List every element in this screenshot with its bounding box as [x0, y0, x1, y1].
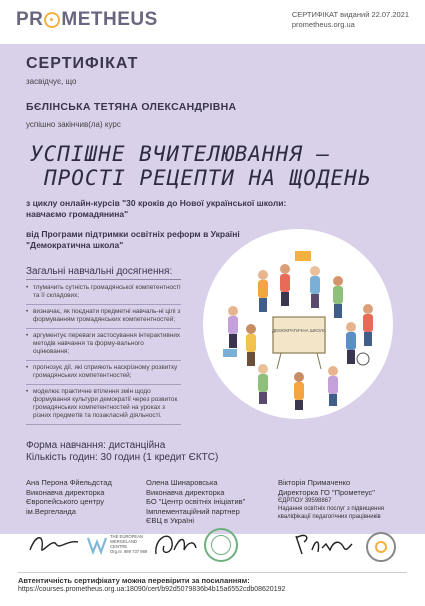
signature-wergeland-icon: [26, 528, 82, 560]
board-label: ДЕМОКРАТИЧНА ШКОЛА: [272, 328, 326, 333]
signer-name: Вікторія Примаченко: [278, 478, 351, 487]
signer-wergeland: [26, 478, 112, 516]
logo-text-start: PR: [16, 9, 44, 30]
verify-text: Автентичність сертифікату можна перевірити за посиланням:: [18, 576, 250, 585]
partner-logo-line4: Org.nr. 989 737 989: [110, 549, 148, 554]
recipient-name: БЄЛІНСЬКА ТЕТЯНА ОЛЕКСАНДРІВНА: [26, 101, 237, 113]
program-line2: "Демократична школа": [26, 239, 124, 250]
school-board: [273, 317, 325, 353]
certifies-text: засвідчує, що: [26, 77, 77, 86]
people-illustration: [203, 229, 393, 419]
achievement-item: • визначає, як поєднати предметні навчаль-ні цілі з формуванням громадянських компетентностей;: [26, 305, 181, 329]
partner-logo-line1: THE EUROPEAN: [110, 534, 144, 539]
program-line1: від Програми підтримки освітніх реформ в Україні: [26, 229, 240, 239]
person-figure: [346, 322, 356, 364]
study-hours: Кількість годин: 30 годин (1 кредит ЄКТС): [26, 452, 219, 463]
signer-code: ЄДРПОУ 39598867: [278, 498, 332, 504]
course-title-line1: УСПІШНЕ ВЧИТЕЛЮВАННЯ –: [30, 142, 331, 166]
header: [0, 0, 425, 44]
person-figure: [363, 304, 373, 346]
signer-title: Виконавча директорка: [146, 487, 225, 497]
logo-text-end: METHEUS: [61, 9, 158, 30]
person-figure: [246, 324, 256, 366]
signer-name: Ана Перона Фйельдстад: [26, 478, 112, 487]
cycle-text: [26, 198, 286, 219]
person-figure: [258, 270, 268, 312]
issue-date: СЕРТИФІКАТ виданий 22.07.2021: [291, 10, 409, 19]
wheel-prop: [357, 353, 369, 365]
signer-org: Імплементаційний партнер: [146, 506, 240, 516]
person-figure: [280, 264, 290, 306]
achievements-divider: [26, 279, 181, 280]
table-prop: [223, 349, 237, 357]
cycle-line1: з циклу онлайн-курсів "30 кроків до Нової української школи:: [26, 198, 287, 208]
study-form: Форма навчання: дистанційна: [26, 440, 166, 451]
flag-prop: [295, 251, 311, 261]
achievement-item: • аргументує переваги застосування інтерактивних методів навчання та форму-вального оцінювання;: [26, 329, 181, 361]
program-text: [26, 229, 240, 250]
illustration-circle: [203, 229, 393, 419]
signer-ceo: [146, 478, 245, 526]
study-info: [26, 440, 218, 464]
signer-prometheus: [278, 478, 384, 521]
issue-info: [292, 10, 409, 30]
person-figure: [294, 372, 304, 410]
signer-org: БО "Центр освітніх ініціатив": [146, 497, 246, 506]
achievements-list: [26, 281, 181, 425]
person-figure: [328, 366, 338, 406]
course-title: [30, 142, 400, 190]
completed-text: успішно закінчив(ла) курс: [26, 120, 121, 129]
certificate-title: СЕРТИФІКАТ: [26, 55, 139, 72]
prometheus-stamp-icon: [366, 532, 396, 562]
wergeland-logo-icon: [86, 534, 108, 556]
prometheus-logo: [16, 9, 158, 31]
wergeland-centre-logo: [86, 530, 148, 560]
green-stamp-icon: [204, 528, 238, 562]
signature-ceo-icon: [150, 528, 200, 562]
verify-url[interactable]: https://courses.prometheus.org.ua:18090/cert/b92d5079836b4b15a6552cdb08620192: [18, 586, 286, 593]
signer-title: Директорка ГО "Прометеус": [278, 487, 375, 497]
signer-name: Олена Шинаровська: [146, 478, 218, 487]
signer-org: Європейського центру: [26, 497, 104, 506]
achievement-item: • прогнозує дії, які сприяють наскрізному розвитку громадянських компетентностей;: [26, 361, 181, 385]
achievement-item: • тлумачить сутність громадянської компетентності та її складових;: [26, 281, 181, 305]
person-figure: [228, 306, 238, 348]
logo-o-icon: [44, 12, 60, 28]
achievement-item: • моделює практичне втілення змін щодо формування культури демократії через розвиток громадянських компетентностей на уроках з різних предметів та позакласній діяльності.: [26, 385, 181, 425]
signer-org: ім.Вергеланда: [26, 506, 76, 516]
achievements-title: Загальні навчальні досягнення:: [26, 266, 173, 277]
person-figure: [333, 276, 343, 318]
signer-org: Надання освітніх послуг з підвищення: [278, 506, 385, 512]
signer-org: ЄВЦ в Україні: [146, 516, 195, 525]
signer-org: кваліфікації педагогічних працівників: [278, 514, 381, 520]
person-figure: [310, 266, 320, 308]
partner-logo-line3: CENTRE: [110, 544, 128, 549]
signer-title: Виконавча директорка: [26, 487, 105, 497]
verification-footer: [18, 572, 407, 595]
course-title-line2: ПРОСТІ РЕЦЕПТИ НА ЩОДЕНЬ: [44, 166, 372, 190]
person-figure: [258, 364, 268, 404]
cycle-line2: навчаємо громадянина": [26, 208, 129, 219]
partner-logo-line2: WERGELAND: [110, 539, 137, 544]
signature-prometheus-icon: [292, 528, 356, 560]
site-link[interactable]: prometheus.org.ua: [291, 20, 355, 29]
